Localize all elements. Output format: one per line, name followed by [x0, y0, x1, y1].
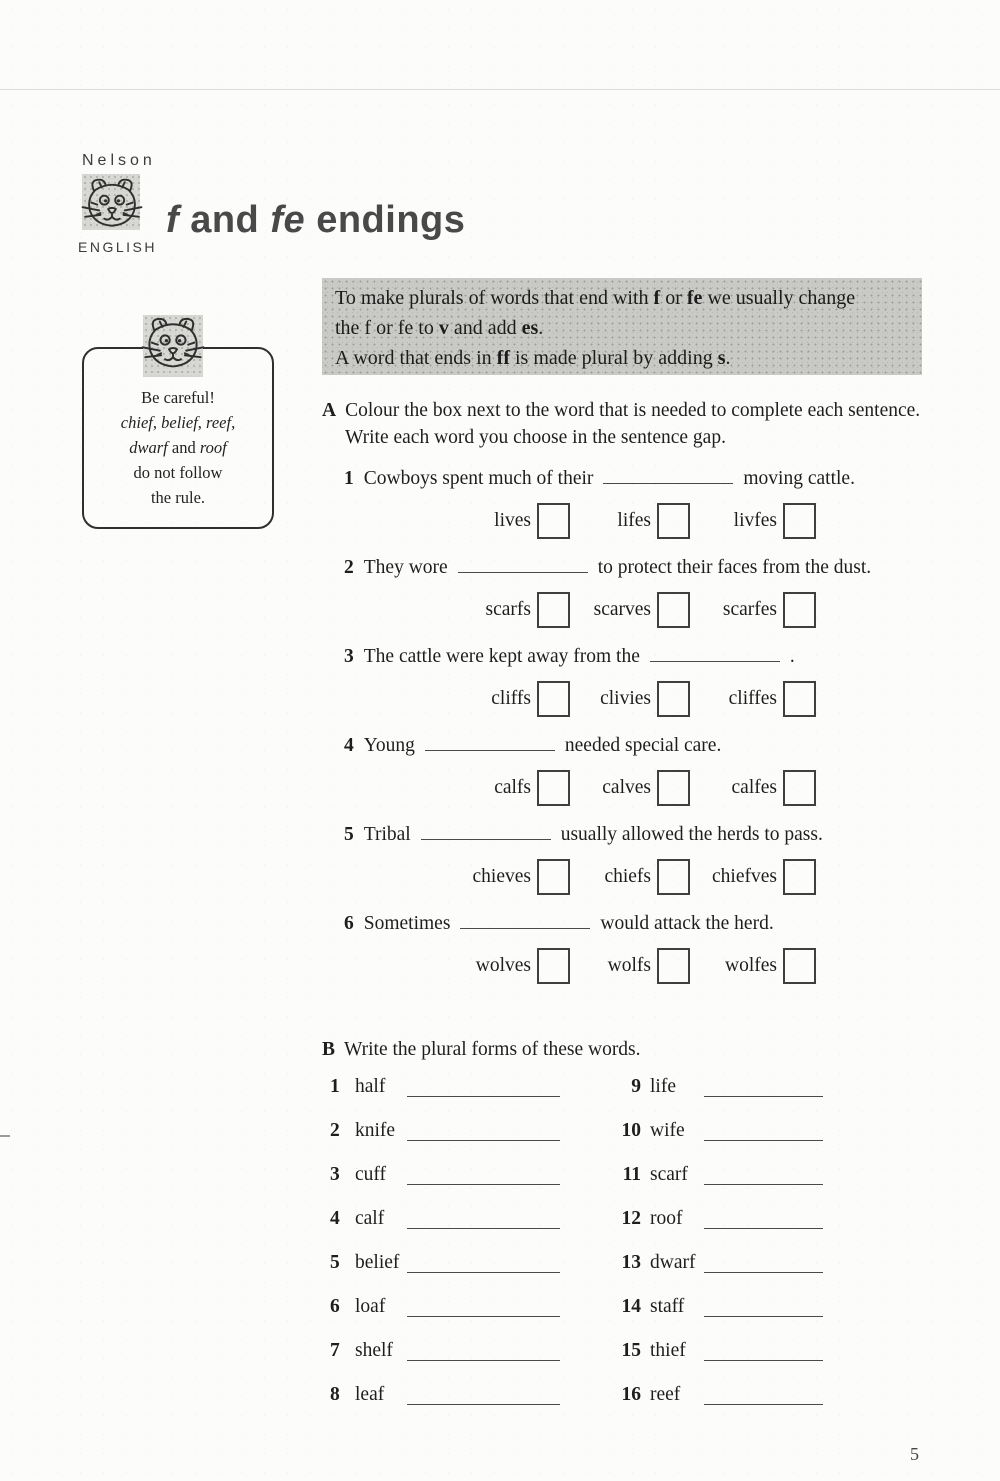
option-label: wolfes — [725, 955, 777, 976]
question-3 — [344, 642, 944, 718]
item-word: roof — [650, 1208, 683, 1229]
question-sentence — [344, 731, 944, 761]
rule-line: To make plurals of words that end with f or fe we usually change — [335, 287, 856, 309]
item-number: 10 — [621, 1120, 641, 1141]
list-item — [613, 1072, 823, 1102]
question-sentence — [344, 553, 944, 583]
list-item — [613, 1160, 823, 1190]
list-item — [613, 1204, 823, 1234]
rule-line: A word that ends in ff is made plural by adding s. — [335, 347, 731, 369]
rule-line: the f or fe to v and add es. — [335, 317, 544, 339]
question-sentence — [344, 820, 944, 850]
item-number: 6 — [330, 1296, 340, 1317]
sentence-before-blank: They wore — [363, 557, 448, 578]
list-item — [330, 1072, 560, 1102]
option-label: chieves — [472, 866, 531, 887]
list-item — [330, 1292, 560, 1322]
scan-line-artifact — [0, 89, 1000, 90]
option-checkbox[interactable] — [783, 770, 816, 806]
question-sentence — [344, 642, 944, 672]
question-sentence — [344, 909, 944, 939]
answer-line[interactable] — [407, 1162, 560, 1185]
option-checkbox[interactable] — [657, 592, 690, 628]
item-word: scarf — [650, 1164, 688, 1185]
option-label: scarves — [593, 599, 651, 620]
section-a-label: A — [322, 400, 337, 421]
question-4 — [344, 731, 944, 807]
list-item — [613, 1248, 823, 1278]
item-word: belief — [355, 1252, 400, 1273]
item-word: loaf — [355, 1296, 386, 1317]
option-checkbox[interactable] — [783, 859, 816, 895]
sentence-after-blank: to protect their faces from the dust. — [597, 557, 872, 578]
option-checkbox[interactable] — [657, 770, 690, 806]
option-checkbox[interactable] — [537, 770, 570, 806]
option-label: wolves — [475, 955, 531, 976]
section-b-heading — [322, 1036, 922, 1063]
option-checkbox[interactable] — [537, 948, 570, 984]
item-number: 7 — [330, 1340, 340, 1361]
option-label: chiefves — [712, 866, 777, 887]
option-checkbox[interactable] — [537, 681, 570, 717]
tiger-face-icon — [139, 311, 207, 377]
sentence-before-blank: Sometimes — [363, 913, 451, 934]
item-word: calf — [355, 1208, 385, 1229]
question-6 — [344, 909, 944, 985]
sentence-after-blank: moving cattle. — [743, 468, 855, 489]
option-checkbox[interactable] — [657, 948, 690, 984]
list-item — [613, 1380, 823, 1410]
item-number: 13 — [621, 1252, 641, 1273]
question-number: 6 — [344, 913, 354, 934]
item-number: 5 — [330, 1252, 340, 1273]
answer-blank[interactable] — [460, 914, 590, 929]
sentence-before-blank: Cowboys spent much of their — [363, 468, 594, 489]
item-number: 11 — [622, 1164, 641, 1185]
question-5 — [344, 820, 944, 896]
item-number: 16 — [621, 1384, 641, 1405]
answer-blank[interactable] — [650, 647, 780, 662]
item-word: knife — [355, 1120, 396, 1141]
option-checkbox[interactable] — [657, 503, 690, 539]
list-item — [330, 1248, 560, 1278]
question-number: 4 — [344, 735, 354, 756]
item-word: reef — [650, 1384, 681, 1405]
logo-text-english: ENGLISH — [78, 239, 157, 255]
option-row — [426, 947, 944, 985]
answer-line[interactable] — [704, 1118, 823, 1141]
answer-line[interactable] — [704, 1338, 823, 1361]
option-label: wolfs — [607, 955, 651, 976]
item-number: 2 — [330, 1120, 340, 1141]
option-row — [426, 680, 944, 718]
option-checkbox[interactable] — [537, 859, 570, 895]
answer-line[interactable] — [704, 1162, 823, 1185]
tiger-face-icon — [78, 172, 146, 236]
question-number: 5 — [344, 824, 354, 845]
logo-text-nelson: Nelson — [82, 152, 156, 169]
careful-line: dwarf and roof — [129, 438, 227, 457]
answer-blank[interactable] — [421, 825, 551, 840]
list-item — [330, 1204, 560, 1234]
answer-line[interactable] — [704, 1250, 823, 1273]
item-number: 15 — [621, 1340, 641, 1361]
option-checkbox[interactable] — [537, 592, 570, 628]
sentence-after-blank: usually allowed the herds to pass. — [560, 824, 823, 845]
section-b-right-column — [613, 1072, 823, 1424]
option-label: calves — [602, 777, 651, 798]
option-label: cliffs — [491, 688, 531, 709]
sentence-after-blank: needed special care. — [564, 735, 722, 756]
list-item — [613, 1292, 823, 1322]
list-item — [613, 1336, 823, 1366]
list-item — [330, 1160, 560, 1190]
option-checkbox[interactable] — [537, 503, 570, 539]
section-b-label: B — [322, 1039, 336, 1060]
answer-line[interactable] — [407, 1294, 560, 1317]
sentence-before-blank: Tribal — [363, 824, 411, 845]
option-checkbox[interactable] — [783, 681, 816, 717]
sentence-after-blank: . — [789, 646, 795, 667]
item-number: 3 — [330, 1164, 340, 1185]
option-label: lifes — [617, 510, 651, 531]
answer-line[interactable] — [407, 1382, 560, 1405]
option-checkbox[interactable] — [783, 592, 816, 628]
item-word: staff — [650, 1296, 685, 1317]
rule-box — [322, 278, 922, 375]
answer-line[interactable] — [704, 1206, 823, 1229]
item-number: 14 — [621, 1296, 641, 1317]
option-checkbox[interactable] — [783, 503, 816, 539]
item-number: 9 — [631, 1076, 641, 1097]
sentence-after-blank: would attack the herd. — [600, 913, 774, 934]
answer-line[interactable] — [407, 1206, 560, 1229]
option-label: scarfs — [485, 599, 531, 620]
answer-blank[interactable] — [458, 558, 588, 573]
margin-mark-artifact — [0, 1135, 10, 1137]
section-b-list — [330, 1072, 823, 1424]
careful-line: do not follow — [133, 463, 223, 482]
nelson-english-logo — [78, 152, 168, 255]
answer-line[interactable] — [407, 1074, 560, 1097]
item-word: cuff — [355, 1164, 387, 1185]
list-item — [330, 1116, 560, 1146]
item-word: thief — [650, 1340, 686, 1361]
answer-line[interactable] — [704, 1382, 823, 1405]
question-number: 1 — [344, 468, 354, 489]
answer-line[interactable] — [704, 1074, 823, 1097]
item-number: 1 — [330, 1076, 340, 1097]
item-number: 4 — [330, 1208, 340, 1229]
item-word: shelf — [355, 1340, 393, 1361]
list-item — [330, 1336, 560, 1366]
option-checkbox[interactable] — [657, 681, 690, 717]
option-row — [426, 858, 944, 896]
careful-line: Be careful! — [141, 388, 215, 407]
option-label: cliffes — [728, 688, 777, 709]
answer-line[interactable] — [704, 1294, 823, 1317]
section-b-left-column — [330, 1072, 560, 1424]
section-a-instructions: Colour the box next to the word that is needed to complete each sentence. Write each word you choose in the sentence gap. — [345, 400, 921, 448]
option-label: livfes — [733, 510, 777, 531]
option-checkbox[interactable] — [657, 859, 690, 895]
list-item — [330, 1380, 560, 1410]
page-title: f and fe endings — [166, 199, 466, 242]
option-label: calfs — [494, 777, 531, 798]
item-number: 8 — [330, 1384, 340, 1405]
section-a-heading — [322, 397, 945, 451]
question-2 — [344, 553, 944, 629]
careful-line: chief, belief, reef, — [120, 413, 236, 432]
item-word: dwarf — [650, 1252, 696, 1273]
question-1 — [344, 464, 944, 540]
option-checkbox[interactable] — [783, 948, 816, 984]
option-label: lives — [494, 510, 531, 531]
sentence-before-blank: The cattle were kept away from the — [363, 646, 640, 667]
list-item — [613, 1116, 823, 1146]
question-number: 2 — [344, 557, 354, 578]
option-label: scarfes — [722, 599, 777, 620]
answer-blank[interactable] — [425, 736, 555, 751]
section-b-instructions: Write the plural forms of these words. — [344, 1039, 641, 1060]
option-row — [426, 502, 944, 540]
page-number: 5 — [910, 1444, 919, 1464]
item-word: leaf — [355, 1384, 385, 1405]
sentence-before-blank: Young — [363, 735, 415, 756]
answer-line[interactable] — [407, 1118, 560, 1141]
answer-line[interactable] — [407, 1250, 560, 1273]
option-label: chiefs — [604, 866, 651, 887]
item-number: 12 — [621, 1208, 641, 1229]
item-word: half — [355, 1076, 386, 1097]
item-word: wife — [650, 1120, 685, 1141]
option-row — [426, 591, 944, 629]
item-word: life — [650, 1076, 676, 1097]
answer-blank[interactable] — [603, 469, 733, 484]
option-label: calfes — [731, 777, 777, 798]
answer-line[interactable] — [407, 1338, 560, 1361]
question-sentence — [344, 464, 944, 494]
section-a-questions — [344, 464, 944, 998]
option-label: clivies — [600, 688, 651, 709]
option-row — [426, 769, 944, 807]
careful-line: the rule. — [150, 488, 206, 507]
question-number: 3 — [344, 646, 354, 667]
